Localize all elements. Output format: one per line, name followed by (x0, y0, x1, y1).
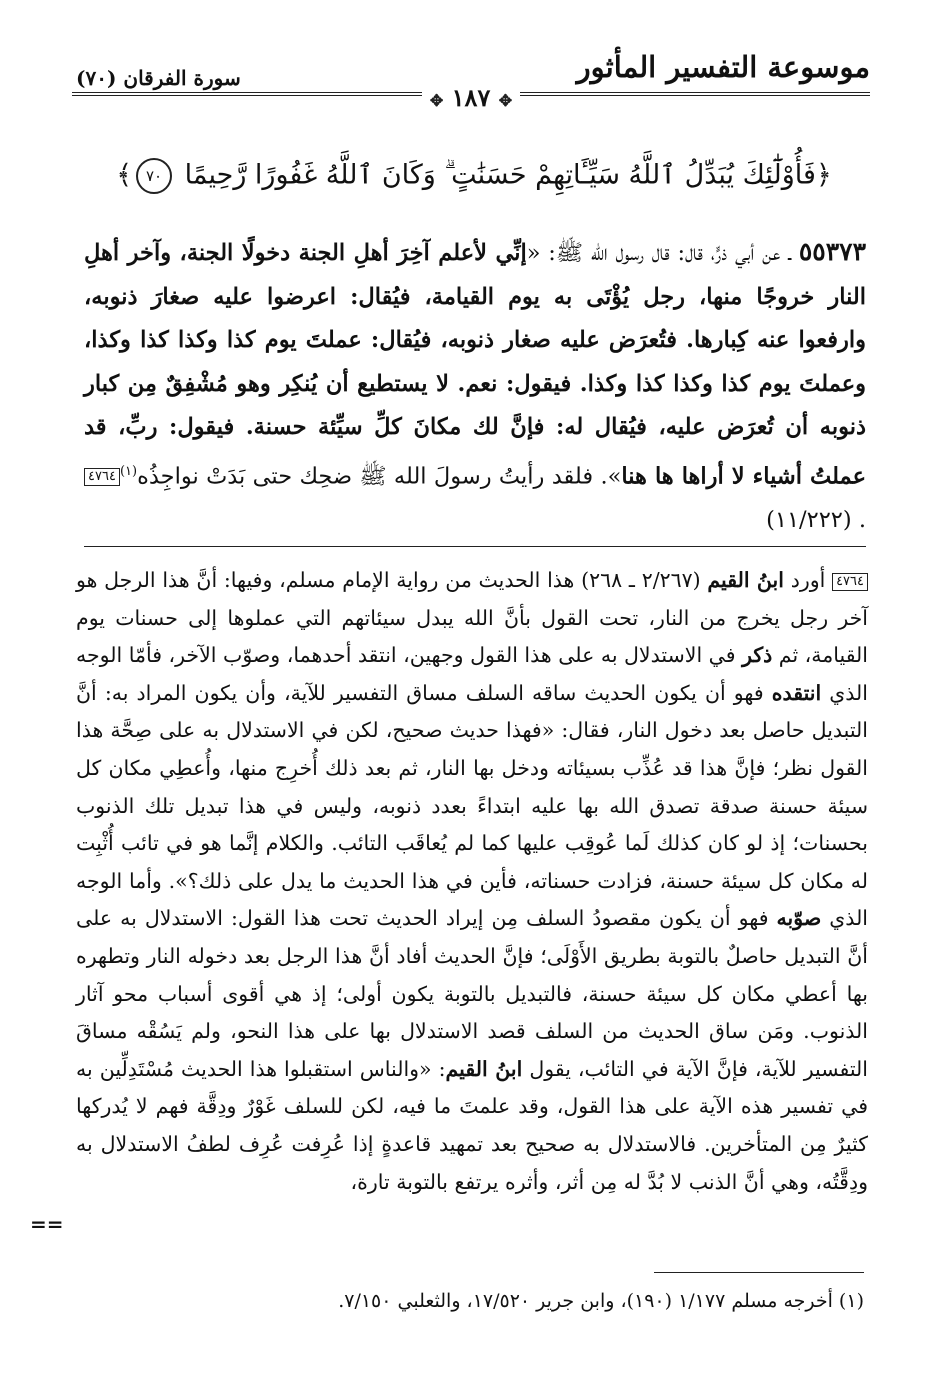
quran-verse (60, 158, 888, 194)
commentary-note (76, 562, 868, 1201)
continuation-mark: == (30, 1212, 64, 1236)
ornament-icon: ✥ (498, 91, 513, 110)
page-number-box (422, 83, 520, 112)
hadith-paragraph (84, 230, 866, 543)
page-number: ١٨٧ (451, 83, 491, 112)
note-bold-word: ذكر (742, 643, 773, 668)
verse-text: فَأُوْلَٰٓئِكَ يُبَدِّلُ ٱللَّهُ سَيِّـَٔاتِهِمْ حَسَنَٰتٍ ۗ وَكَانَ ٱللَّهُ غَفُورًا رَّحِيمًا (184, 159, 816, 191)
section-divider (84, 546, 866, 547)
footnote: (١) أخرجه مسلم ١/١٧٧ (١٩٠)، وابن جرير ١٧/٥٢٠، والثعلبي ٧/١٥٠. (338, 1290, 864, 1312)
hadith-after: ». فلقد رأيتُ رسولَ الله ﷺ ضحِك حتى بَدَتْ نواجِذُه (137, 463, 622, 490)
hadith-number: ٥٥٣٧٣ (798, 237, 866, 266)
note-text: أورد (783, 568, 833, 592)
book-title: موسوعة التفسير المأثور (576, 50, 870, 84)
note-bold-name: ابنُ القيم (445, 1056, 523, 1081)
footnote-divider (654, 1272, 864, 1273)
page-number-wrap (72, 83, 870, 112)
surah-label: سورة الفرقان (٧٠) (76, 66, 241, 90)
verse-close-bracket: ﴾ (116, 159, 133, 191)
note-bold-word: انتقده (771, 680, 822, 705)
ornament-icon: ✥ (429, 91, 444, 110)
verse-number-medallion: ٧٠ (136, 158, 172, 194)
hadith-bold-text: إنِّي لأعلم آخِرَ أهلِ الجنة دخولًا الجنة، وآخر أهلِ النار خروجًا منها، رجل يُؤْتَى به يوم القيامة، فيُقال: اعرضوا عليه صغارَ ذنوبه، وارفعوا عنه كِبارها. فتُعرَض عليه صغار ذنوبه، فيُقال: عملتَ يوم كذا وكذا كذا وكذا، وعملتَ يوم كذا وكذا كذا وكذا. فيقول: نعم. لا يستطيع أن يُنكِر وهو مُشْفِقٌ مِن كبار ذنوبه أن تُعرَض عليه، فيُقال له: فإنَّ لك مكانَ كلِّ سيِّئة حسنة. فيقول: ربِّ، قد عملتُ أشياء لا أراها ها هنا (84, 240, 866, 490)
note-text: فهو أن يكون مقصودُ السلف مِن إيراد الحديث تحت هذا القول: الاستدلال به على أنَّ التبديل حاصلٌ بالتوبة بطريق الأَوْلَى؛ فإنَّ الحديث أفاد أنَّ هذا الرجل بعد دخوله النار وتطهره بها أعطي مكان كل سيئة حسنة، فالتبديل بالتوبة يكون أولى؛ إذ هي أقوى أسباب محو آثار الذنوب. ومَن ساق الحديث من السلف قصد الاستدلال بها على هذا النحو، ولم يَسُقْه مساقَ التفسير للآية، فإنَّ الآية في التائب، يقول (76, 906, 868, 1081)
note-text: (٢/٢٦٧ ـ ٢٦٨) هذا الحديث من رواية الإمام مسلم، وفيها: أنَّ هذا الرجل هو آخر رجل يخرج من النار، تحت القول بأنَّ الله يبدل سيئاتهم التي عملوها إلى حسنات يوم القيامة، ثم (76, 568, 869, 668)
note-ref-badge[interactable]: ٤٧٦٤ (84, 468, 120, 486)
note-bold-name: ابنُ القيم (707, 568, 784, 592)
footnote-ref-link[interactable]: (١) (119, 463, 138, 479)
running-header (72, 50, 870, 116)
verse-open-bracket: ﴿ (815, 159, 832, 191)
note-text: : «والناس استقبلوا هذا الحديث مُسْتَدِلِّين به في تفسير هذه الآية على هذا القول، وقد علمتَ ما فيه، لكن للسلف غَوْرٌ ودِقَّة فهم لا يُدركها كثيرٌ مِن المتأخرين. فالاستدلال به صحيح بعد تمهيد قاعدةٍ إذا عُرِفت عُرِف لطفُ الاستدلال به ودِقَّتُه، وهي أنَّ الذنب لا بُدَّ له مِن أثر، وأثره يرتفع بالتوبة تارة، (76, 1056, 868, 1194)
note-text: فهو أن يكون الحديث ساقه السلف مساق التفسير للآية، وأن يكون المراد به: أنَّ التبديل حاصل بعد دخول النار، فقال: «فهذا حديث صحيح، لكن في الاستدلال به على صِحَّة هذا القول نظر؛ فإنَّ هذا قد عُذِّب بسيئاته ودخل بها النار، ثم بعد ذلك أُخرِج منها، وأُعطِي مكان كل سيئة حسنة صدقة تصدق الله بها عليه ابتداءً بعدد ذنوبه، وليس في هذا تبديل تلك الذنوب بحسنات؛ إذ لو كان كذلك لَما عُوقِب عليها كما لم يُعاقَب التائب. والكلام إنَّما هو في تائب أُثْبِت له مكان كل سيئة حسنة، فزادت حسناته، فأين في هذا الحديث ما يدل على ذلك؟». وأما الوجه الذي (76, 680, 869, 931)
hadith-citation: . (١١/٢٢٢) (766, 507, 866, 534)
note-text: في الاستدلال به على هذا القول وجهين، انتقد أحدهما، وصوّب الآخر، فأمّا الوجه الذي (76, 643, 868, 705)
note-bold-word: صوّبه (776, 906, 822, 931)
hadith-intro: ـ عن أبي ذرٍّ، قال: قال رسول الله ﷺ: « (526, 240, 799, 266)
note-number-badge: ٤٧٦٤ (832, 573, 868, 591)
